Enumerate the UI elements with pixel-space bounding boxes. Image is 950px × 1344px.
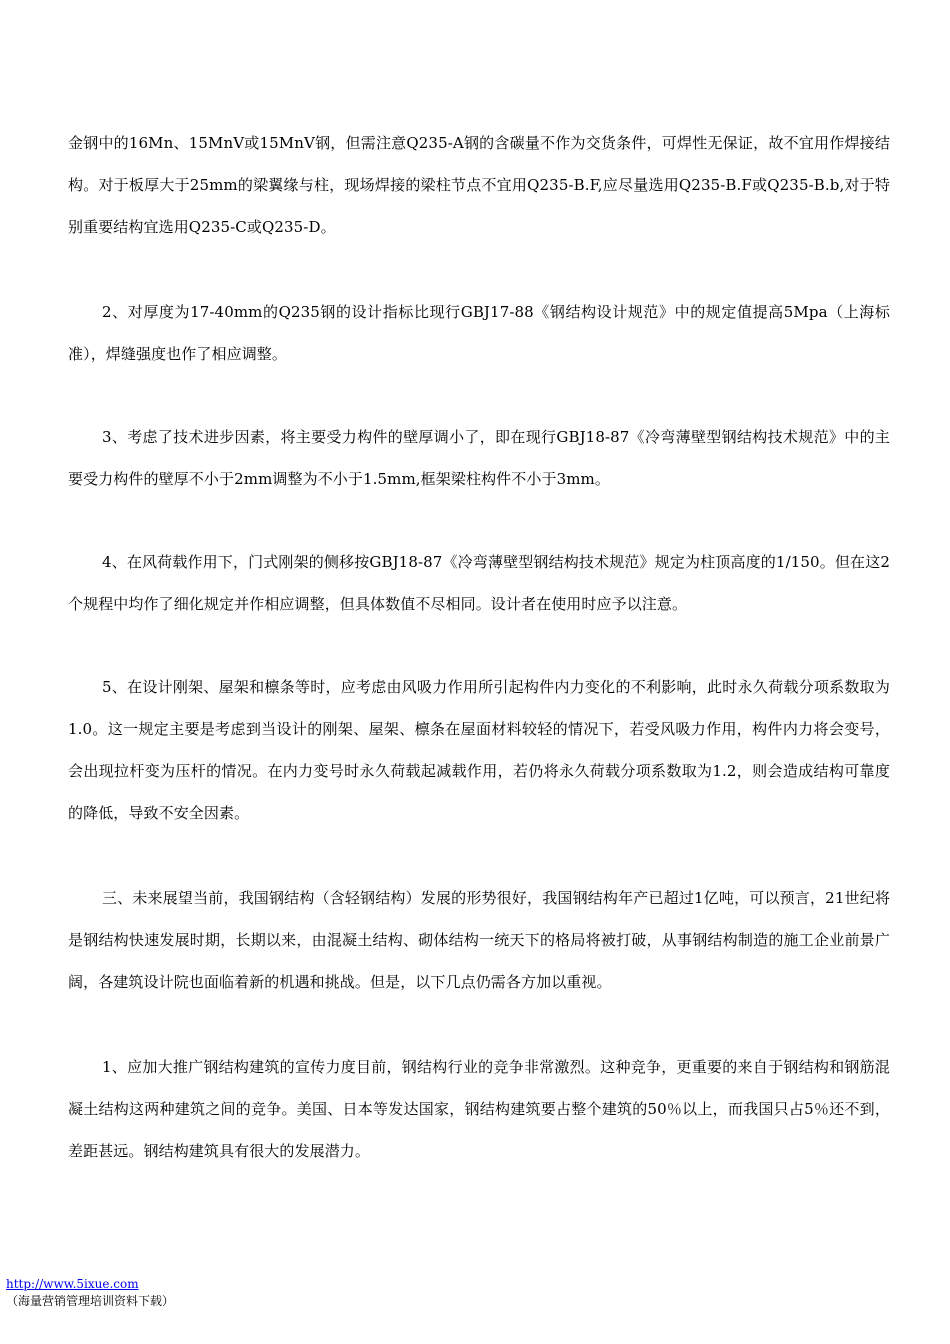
paragraph-item-2: 2、对厚度为17-40mm的Q235钢的设计指标比现行GBJ17-88《钢结构设计规范》中的规定值提高5Mpa（上海标准），焊缝强度也作了相应调整。 [68, 303, 890, 363]
paragraph-item-5: 5、在设计刚架、屋架和檩条等时，应考虑由风吸力作用所引起构件内力变化的不利影响，此时永久荷载分项系数取为1.0。这一规定主要是考虑到当设计的刚架、屋架、檩条在屋面材料较轻的情况下，若受风吸力作用，构件内力将会变号，会出现拉杆变为压杆的情况。在内力变号时永久荷载起减载作用，若仍将永久荷载分项系数取为1.2，则会造成结构可靠度的降低，导致不安全因素。 [68, 678, 890, 822]
paragraph-item-3: 3、考虑了技术进步因素，将主要受力构件的壁厚调小了，即在现行GBJ18-87《冷弯薄壁型钢结构技术规范》中的主要受力构件的壁厚不小于2mm调整为不小于1.5mm,框架梁柱构件不小于3mm。 [68, 428, 890, 488]
page-footer [6, 1276, 306, 1310]
footer-website-link[interactable]: http://www.5ixue.com [6, 1277, 139, 1291]
paragraph-section-3-item-1: 1、应加大推广钢结构建筑的宣传力度目前，钢结构行业的竞争非常激烈。这种竞争，更重要的来自于钢结构和钢筋混凝土结构这两种建筑之间的竞争。美国、日本等发达国家，钢结构建筑要占整个建筑的50％以上，而我国只占5％还不到，差距甚远。钢结构建筑具有很大的发展潜力。 [68, 1058, 890, 1160]
paragraph-section-3: 三、未来展望当前，我国钢结构（含轻钢结构）发展的形势很好，我国钢结构年产已超过1亿吨，可以预言，21世纪将是钢结构快速发展时期，长期以来，由混凝土结构、砌体结构一统天下的格局将被打破，从事钢结构制造的施工企业前景广阔，各建筑设计院也面临着新的机遇和挑战。但是，以下几点仍需各方加以重视。 [68, 889, 890, 991]
paragraph-continued: 金钢中的16Mn、15MnV或15MnV钢，但需注意Q235-A钢的含碳量不作为交货条件，可焊性无保证，故不宜用作焊接结构。对于板厚大于25mm的梁翼缘与柱，现场焊接的梁柱节点不宜用Q235-B.F,应尽量选用Q235-B.F或Q235-B.b,对于特别重要结构宜选用Q235-C或Q235-D。 [68, 134, 890, 236]
paragraph-item-4: 4、在风荷载作用下，门式刚架的侧移按GBJ18-87《冷弯薄壁型钢结构技术规范》规定为柱顶高度的1/150。但在这2个规程中均作了细化规定并作相应调整，但具体数值不尽相同。设计者在使用时应予以注意。 [68, 553, 890, 613]
footer-note: （海量营销管理培训资料下载） [6, 1294, 175, 1308]
